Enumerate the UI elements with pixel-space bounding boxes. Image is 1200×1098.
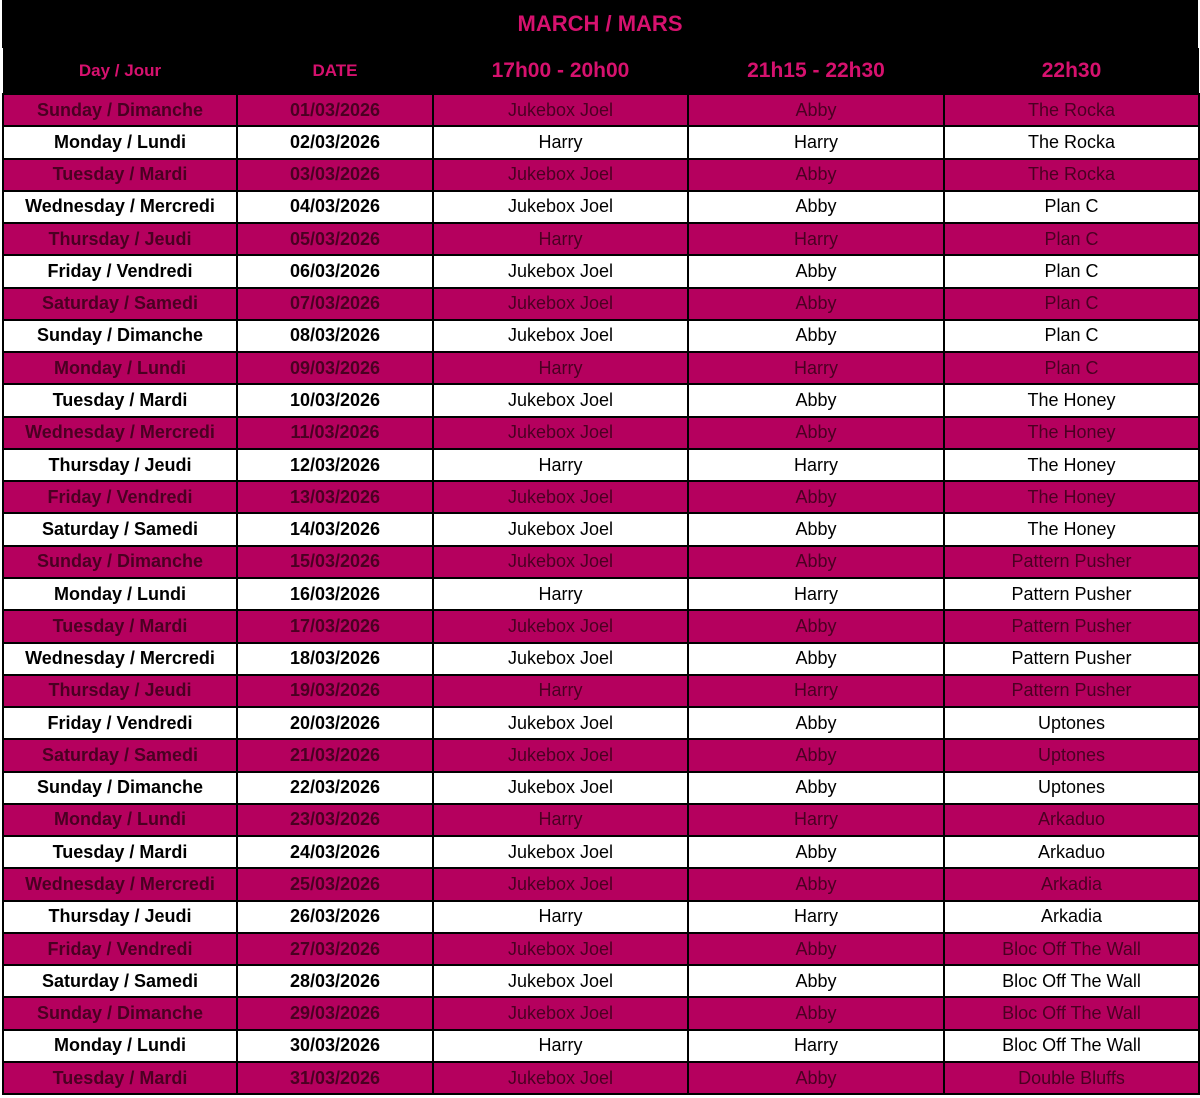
slot-late-cell: The Honey	[944, 417, 1199, 449]
schedule-sheet	[2, 0, 1198, 1096]
slot-early-cell: Harry	[433, 901, 688, 933]
table-row	[3, 997, 1199, 1029]
table-row	[3, 481, 1199, 513]
slot-mid-cell: Abby	[688, 868, 944, 900]
header-slot-mid: 21h15 - 22h30	[747, 58, 885, 82]
table-body	[3, 94, 1199, 1094]
table-row	[3, 933, 1199, 965]
date-cell: 02/03/2026	[237, 126, 433, 158]
table-row	[3, 772, 1199, 804]
day-cell: Wednesday / Mercredi	[3, 643, 237, 675]
slot-early-cell: Jukebox Joel	[433, 417, 688, 449]
slot-mid-cell: Abby	[688, 997, 944, 1029]
slot-mid-cell: Abby	[688, 739, 944, 771]
day-cell: Sunday / Dimanche	[3, 546, 237, 578]
slot-mid-cell: Abby	[688, 1062, 944, 1094]
slot-mid-cell: Harry	[688, 449, 944, 481]
slot-late-cell: Pattern Pusher	[944, 546, 1199, 578]
day-cell: Sunday / Dimanche	[3, 772, 237, 804]
slot-late-cell: Arkadia	[944, 868, 1199, 900]
table-row	[3, 191, 1199, 223]
day-cell: Friday / Vendredi	[3, 707, 237, 739]
slot-early-cell: Harry	[433, 223, 688, 255]
slot-early-cell: Harry	[433, 578, 688, 610]
slot-mid-cell: Abby	[688, 610, 944, 642]
slot-late-cell: Plan C	[944, 255, 1199, 287]
date-cell: 17/03/2026	[237, 610, 433, 642]
slot-late-cell: Bloc Off The Wall	[944, 965, 1199, 997]
slot-mid-cell: Abby	[688, 481, 944, 513]
date-cell: 25/03/2026	[237, 868, 433, 900]
slot-mid-cell: Abby	[688, 933, 944, 965]
slot-mid-cell: Harry	[688, 804, 944, 836]
date-cell: 27/03/2026	[237, 933, 433, 965]
table-row	[3, 546, 1199, 578]
table-row	[3, 255, 1199, 287]
slot-early-cell: Jukebox Joel	[433, 997, 688, 1029]
date-cell: 08/03/2026	[237, 320, 433, 352]
slot-early-cell: Jukebox Joel	[433, 707, 688, 739]
slot-mid-cell: Abby	[688, 836, 944, 868]
schedule-table	[2, 48, 1200, 1095]
table-row	[3, 868, 1199, 900]
slot-mid-cell: Abby	[688, 965, 944, 997]
slot-early-cell: Jukebox Joel	[433, 513, 688, 545]
slot-early-cell: Harry	[433, 126, 688, 158]
slot-late-cell: Uptones	[944, 772, 1199, 804]
slot-early-cell: Harry	[433, 449, 688, 481]
table-row	[3, 126, 1199, 158]
header-slot-late: 22h30	[1041, 58, 1102, 82]
date-cell: 30/03/2026	[237, 1030, 433, 1062]
slot-mid-cell: Abby	[688, 94, 944, 126]
day-cell: Tuesday / Mardi	[3, 159, 237, 191]
slot-late-cell: Plan C	[944, 288, 1199, 320]
day-cell: Sunday / Dimanche	[3, 320, 237, 352]
day-cell: Monday / Lundi	[3, 352, 237, 384]
slot-late-cell: Arkadia	[944, 901, 1199, 933]
table-row	[3, 739, 1199, 771]
date-cell: 19/03/2026	[237, 675, 433, 707]
day-cell: Tuesday / Mardi	[3, 1062, 237, 1094]
date-cell: 26/03/2026	[237, 901, 433, 933]
date-cell: 16/03/2026	[237, 578, 433, 610]
date-cell: 15/03/2026	[237, 546, 433, 578]
slot-late-cell: Arkaduo	[944, 836, 1199, 868]
date-cell: 07/03/2026	[237, 288, 433, 320]
date-cell: 29/03/2026	[237, 997, 433, 1029]
slot-late-cell: Plan C	[944, 352, 1199, 384]
date-cell: 28/03/2026	[237, 965, 433, 997]
slot-late-cell: The Honey	[944, 449, 1199, 481]
slot-early-cell: Jukebox Joel	[433, 546, 688, 578]
slot-early-cell: Jukebox Joel	[433, 288, 688, 320]
slot-late-cell: Uptones	[944, 707, 1199, 739]
date-cell: 12/03/2026	[237, 449, 433, 481]
date-cell: 20/03/2026	[237, 707, 433, 739]
date-cell: 18/03/2026	[237, 643, 433, 675]
table-row	[3, 610, 1199, 642]
slot-late-cell: The Honey	[944, 513, 1199, 545]
slot-late-cell: Bloc Off The Wall	[944, 933, 1199, 965]
slot-late-cell: Arkaduo	[944, 804, 1199, 836]
day-cell: Saturday / Samedi	[3, 965, 237, 997]
day-cell: Monday / Lundi	[3, 1030, 237, 1062]
slot-early-cell: Harry	[433, 1030, 688, 1062]
slot-early-cell: Jukebox Joel	[433, 384, 688, 416]
header-slot-early: 17h00 - 20h00	[491, 58, 630, 82]
slot-early-cell: Jukebox Joel	[433, 836, 688, 868]
day-cell: Sunday / Dimanche	[3, 997, 237, 1029]
slot-mid-cell: Abby	[688, 772, 944, 804]
table-row	[3, 159, 1199, 191]
date-cell: 05/03/2026	[237, 223, 433, 255]
date-cell: 22/03/2026	[237, 772, 433, 804]
header-row	[3, 48, 1199, 94]
day-cell: Friday / Vendredi	[3, 255, 237, 287]
slot-late-cell: The Honey	[944, 481, 1199, 513]
slot-early-cell: Jukebox Joel	[433, 255, 688, 287]
date-cell: 04/03/2026	[237, 191, 433, 223]
day-cell: Tuesday / Mardi	[3, 836, 237, 868]
slot-mid-cell: Abby	[688, 707, 944, 739]
table-row	[3, 449, 1199, 481]
slot-early-cell: Jukebox Joel	[433, 965, 688, 997]
slot-early-cell: Jukebox Joel	[433, 739, 688, 771]
slot-mid-cell: Abby	[688, 643, 944, 675]
date-cell: 10/03/2026	[237, 384, 433, 416]
header-day: Day / Jour	[78, 60, 162, 80]
slot-late-cell: Uptones	[944, 739, 1199, 771]
table-row	[3, 223, 1199, 255]
slot-mid-cell: Abby	[688, 546, 944, 578]
date-cell: 09/03/2026	[237, 352, 433, 384]
slot-early-cell: Jukebox Joel	[433, 159, 688, 191]
day-cell: Sunday / Dimanche	[3, 94, 237, 126]
day-cell: Saturday / Samedi	[3, 739, 237, 771]
date-cell: 14/03/2026	[237, 513, 433, 545]
slot-late-cell: Plan C	[944, 191, 1199, 223]
slot-late-cell: Plan C	[944, 320, 1199, 352]
day-cell: Saturday / Samedi	[3, 288, 237, 320]
slot-late-cell: Pattern Pusher	[944, 610, 1199, 642]
slot-mid-cell: Abby	[688, 288, 944, 320]
table-row	[3, 675, 1199, 707]
date-cell: 06/03/2026	[237, 255, 433, 287]
day-cell: Wednesday / Mercredi	[3, 868, 237, 900]
table-row	[3, 94, 1199, 126]
slot-early-cell: Jukebox Joel	[433, 868, 688, 900]
table-row	[3, 707, 1199, 739]
day-cell: Tuesday / Mardi	[3, 610, 237, 642]
slot-late-cell: Double Bluffs	[944, 1062, 1199, 1094]
slot-late-cell: The Rocka	[944, 94, 1199, 126]
table-row	[3, 513, 1199, 545]
slot-mid-cell: Harry	[688, 675, 944, 707]
slot-mid-cell: Harry	[688, 1030, 944, 1062]
slot-late-cell: Pattern Pusher	[944, 578, 1199, 610]
slot-mid-cell: Abby	[688, 320, 944, 352]
slot-early-cell: Harry	[433, 352, 688, 384]
slot-late-cell: Bloc Off The Wall	[944, 997, 1199, 1029]
slot-early-cell: Harry	[433, 675, 688, 707]
slot-early-cell: Harry	[433, 804, 688, 836]
day-cell: Friday / Vendredi	[3, 481, 237, 513]
table-row	[3, 320, 1199, 352]
slot-mid-cell: Harry	[688, 578, 944, 610]
slot-mid-cell: Harry	[688, 126, 944, 158]
slot-early-cell: Jukebox Joel	[433, 94, 688, 126]
day-cell: Saturday / Samedi	[3, 513, 237, 545]
slot-mid-cell: Abby	[688, 417, 944, 449]
slot-early-cell: Jukebox Joel	[433, 643, 688, 675]
date-cell: 11/03/2026	[237, 417, 433, 449]
slot-late-cell: Bloc Off The Wall	[944, 1030, 1199, 1062]
date-cell: 24/03/2026	[237, 836, 433, 868]
slot-early-cell: Jukebox Joel	[433, 610, 688, 642]
table-row	[3, 384, 1199, 416]
day-cell: Wednesday / Mercredi	[3, 191, 237, 223]
slot-late-cell: The Rocka	[944, 159, 1199, 191]
slot-late-cell: Pattern Pusher	[944, 643, 1199, 675]
day-cell: Thursday / Jeudi	[3, 449, 237, 481]
date-cell: 03/03/2026	[237, 159, 433, 191]
table-header	[3, 48, 1199, 94]
day-cell: Monday / Lundi	[3, 126, 237, 158]
table-row	[3, 901, 1199, 933]
slot-early-cell: Jukebox Joel	[433, 481, 688, 513]
day-cell: Thursday / Jeudi	[3, 675, 237, 707]
table-row	[3, 578, 1199, 610]
slot-mid-cell: Harry	[688, 223, 944, 255]
table-row	[3, 417, 1199, 449]
slot-early-cell: Jukebox Joel	[433, 320, 688, 352]
header-date: DATE	[312, 60, 358, 80]
table-row	[3, 836, 1199, 868]
table-row	[3, 288, 1199, 320]
day-cell: Wednesday / Mercredi	[3, 417, 237, 449]
table-row	[3, 1062, 1199, 1094]
day-cell: Tuesday / Mardi	[3, 384, 237, 416]
slot-early-cell: Jukebox Joel	[433, 933, 688, 965]
slot-mid-cell: Harry	[688, 901, 944, 933]
slot-late-cell: Pattern Pusher	[944, 675, 1199, 707]
slot-mid-cell: Abby	[688, 384, 944, 416]
slot-mid-cell: Abby	[688, 513, 944, 545]
date-cell: 23/03/2026	[237, 804, 433, 836]
slot-mid-cell: Abby	[688, 159, 944, 191]
month-title: MARCH / MARS	[2, 0, 1198, 48]
table-row	[3, 804, 1199, 836]
table-row	[3, 643, 1199, 675]
day-cell: Monday / Lundi	[3, 804, 237, 836]
slot-late-cell: The Honey	[944, 384, 1199, 416]
slot-late-cell: Plan C	[944, 223, 1199, 255]
date-cell: 21/03/2026	[237, 739, 433, 771]
table-row	[3, 965, 1199, 997]
date-cell: 31/03/2026	[237, 1062, 433, 1094]
slot-mid-cell: Abby	[688, 191, 944, 223]
table-row	[3, 352, 1199, 384]
day-cell: Thursday / Jeudi	[3, 223, 237, 255]
slot-mid-cell: Abby	[688, 255, 944, 287]
date-cell: 01/03/2026	[237, 94, 433, 126]
slot-early-cell: Jukebox Joel	[433, 772, 688, 804]
date-cell: 13/03/2026	[237, 481, 433, 513]
slot-mid-cell: Harry	[688, 352, 944, 384]
slot-late-cell: The Rocka	[944, 126, 1199, 158]
day-cell: Thursday / Jeudi	[3, 901, 237, 933]
table-row	[3, 1030, 1199, 1062]
slot-early-cell: Jukebox Joel	[433, 191, 688, 223]
day-cell: Monday / Lundi	[3, 578, 237, 610]
day-cell: Friday / Vendredi	[3, 933, 237, 965]
slot-early-cell: Jukebox Joel	[433, 1062, 688, 1094]
